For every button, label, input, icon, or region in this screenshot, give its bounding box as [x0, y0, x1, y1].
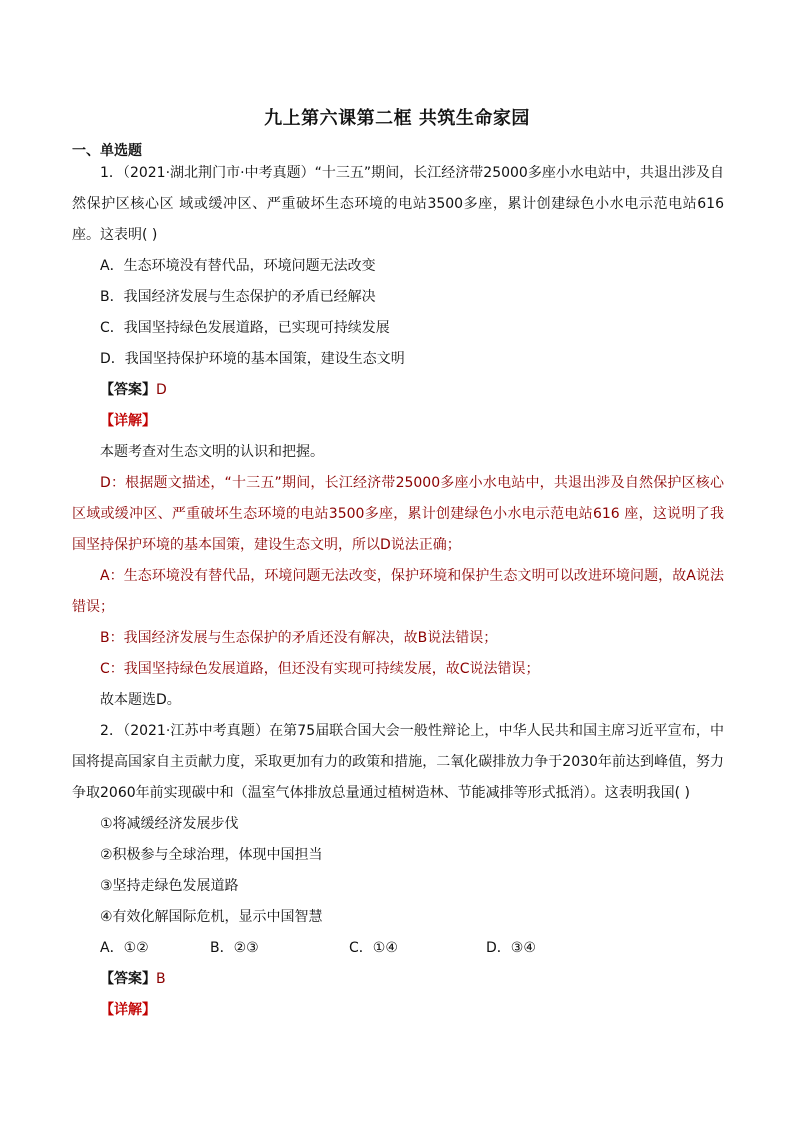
question-2-statement-3: ③坚持走绿色发展道路: [100, 878, 239, 894]
question-1-detail-intro: 本题考查对生态文明的认识和把握。: [100, 444, 324, 460]
question-1-answer: [72, 375, 724, 406]
question-2-statement-2: ②积极参与全球治理，体现中国担当: [100, 847, 323, 863]
question-2-options: [72, 933, 724, 964]
question-1-conclusion: 故本题选D。: [100, 692, 181, 708]
document-body: [72, 158, 724, 1026]
question-2-statement-4: ④有效化解国际危机，显示中国智慧: [100, 909, 323, 925]
question-1-analysis-b: B：我国经济发展与生态保护的矛盾还没有解决，故B说法错误；: [100, 630, 498, 646]
page-title: 九上第六课第二框 共筑生命家园: [264, 108, 530, 129]
question-1-option-b: B．我国经济发展与生态保护的矛盾已经解决: [100, 289, 376, 305]
question-1-option-a: A．生态环境没有替代品，环境问题无法改变: [100, 258, 376, 274]
question-1-analysis-c: C：我国坚持绿色发展道路，但还没有实现可持续发展，故C说法错误；: [100, 661, 540, 677]
question-1-option-d: D．我国坚持保护环境的基本国策，建设生态文明: [100, 351, 405, 367]
question-1-analysis-a: A：生态环境没有替代品，环境问题无法改变，保护环境和保护生态文明可以改进环境问题，故A说法错误；: [72, 568, 724, 615]
answer-value: D: [156, 382, 167, 398]
answer-value: B: [156, 971, 166, 987]
question-2-detail-label: 【详解】: [100, 1002, 156, 1018]
question-2-answer: [72, 964, 724, 995]
question-1-analysis-d: D：根据题文描述，“十三五”期间，长江经济带25000多座小水电站中，共退出涉及自然保护区核心区域或缓冲区、严重破坏生态环境的电站3500多座，累计创建绿色小水电示范电站616 座，这说明了我国坚持保护环境的基本国策，建设生态文明，所以D说法正确；: [72, 475, 724, 553]
question-2-option-c: C．①④: [349, 940, 398, 956]
answer-label: 【答案】: [100, 382, 156, 398]
question-1-stem: 1．（2021·湖北荆门市·中考真题）“十三五”期间，长江经济带25000多座小水电站中，共退出涉及自然保护区核心区 域或缓冲区、严重破坏生态环境的电站3500多座，累计创建绿色小水电示范电站616 座。这表明( ): [72, 165, 724, 243]
question-2-option-d: D．③④: [486, 940, 536, 956]
section-heading: 一、单选题: [72, 143, 142, 159]
question-2-option-b: B．②③: [210, 940, 259, 956]
question-2-option-a: A．①②: [100, 940, 149, 956]
question-1-option-c: C．我国坚持绿色发展道路，已实现可持续发展: [100, 320, 390, 336]
answer-label: 【答案】: [100, 971, 156, 987]
question-2-statement-1: ①将减缓经济发展步伐: [100, 816, 239, 832]
question-1-detail-label: 【详解】: [100, 413, 156, 429]
question-2-stem: 2．（2021·江苏中考真题）在第75届联合国大会一般性辩论上，中华人民共和国主席习近平宣布，中国将提高国家自主贡献力度，采取更加有力的政策和措施，二氧化碳排放力争于2030年前达到峰值，努力争取2060年前实现碳中和（温室气体排放总量通过植树造林、节能减排等形式抵消）。这表明我国( ): [72, 723, 724, 801]
